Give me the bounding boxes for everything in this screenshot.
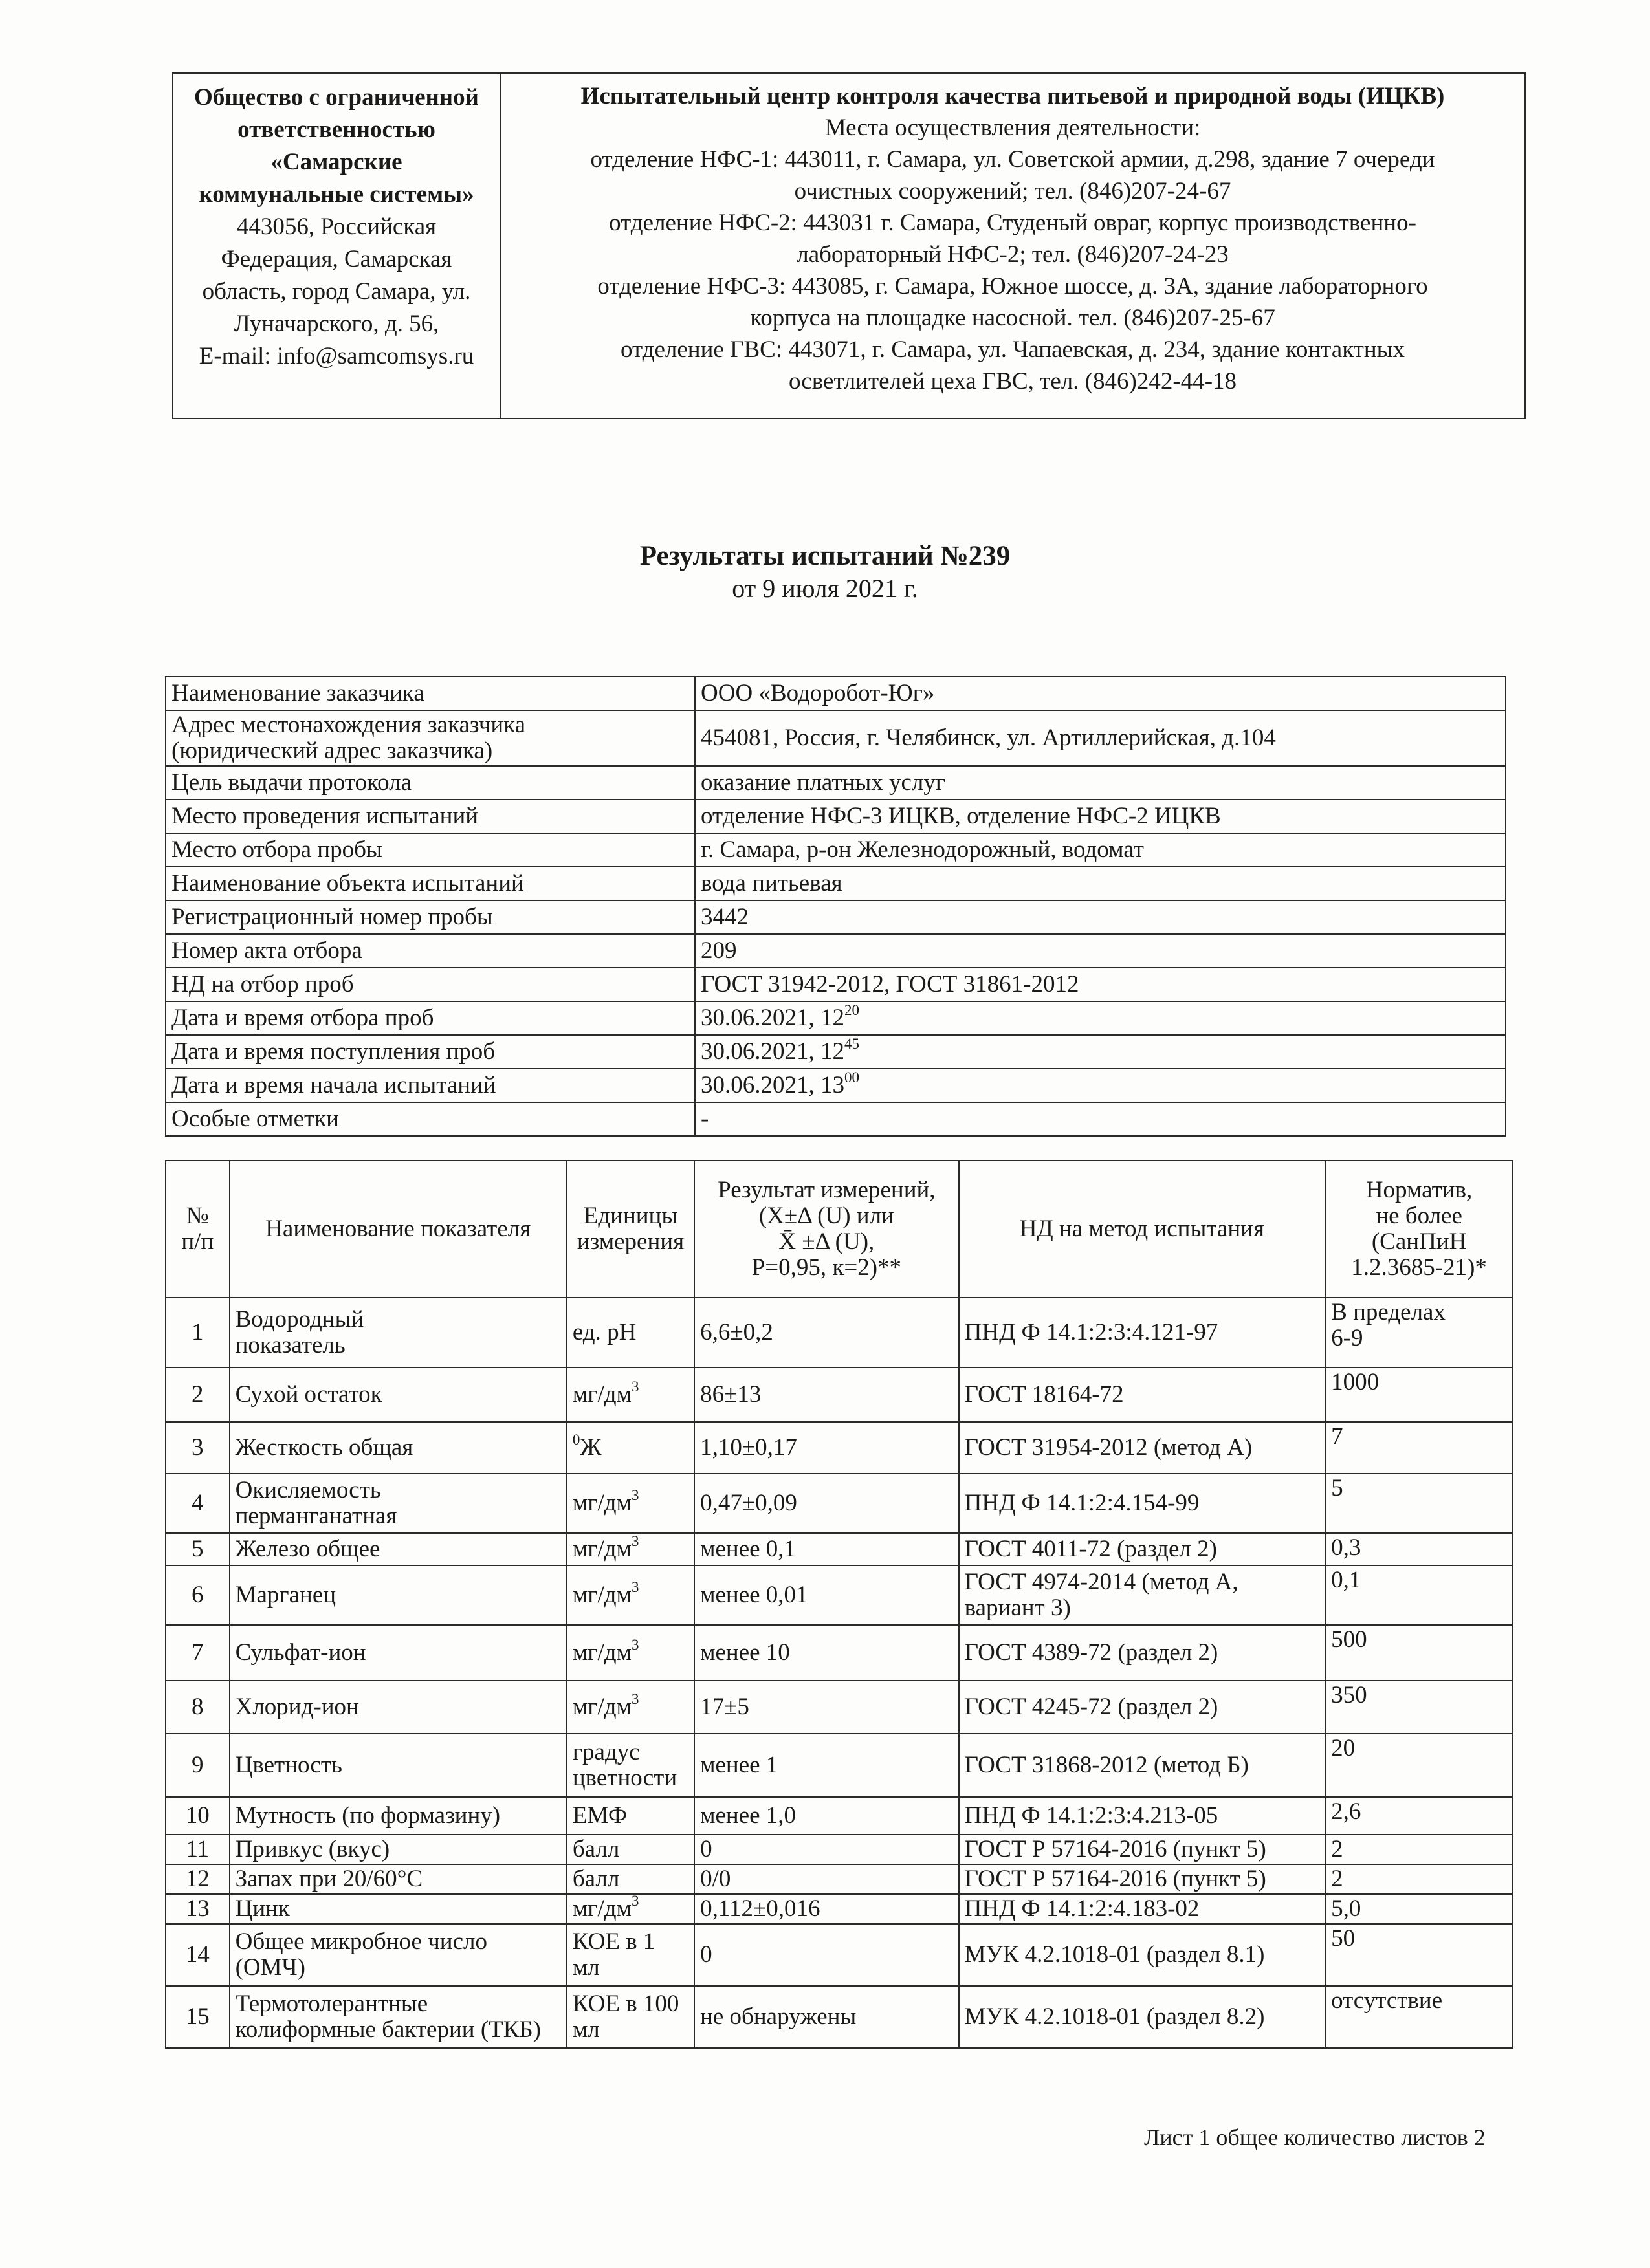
info-label: Место проведения испытаний bbox=[166, 800, 695, 833]
results-row bbox=[166, 1565, 1513, 1625]
info-value: - bbox=[701, 1106, 709, 1132]
row-number: 5 bbox=[166, 1533, 230, 1565]
info-value: вода питьевая bbox=[701, 870, 842, 897]
header-norm: Норматив, не более (СанПиН 1.2.3685-21)* bbox=[1325, 1161, 1513, 1298]
organization-line: «Самарские bbox=[270, 149, 402, 175]
page-footer: Лист 1 общее количество листов 2 bbox=[1144, 2124, 1486, 2150]
info-row bbox=[166, 1001, 1506, 1035]
method-value: МУК 4.2.1018-01 (раздел 8.1) bbox=[959, 1924, 1326, 1986]
info-value-cell bbox=[695, 1035, 1506, 1069]
info-value-cell bbox=[695, 900, 1506, 934]
norm-value: 1000 bbox=[1325, 1368, 1513, 1422]
unit-value: градус цветности bbox=[572, 1739, 677, 1791]
header-no: № п/п bbox=[166, 1161, 230, 1298]
unit-exponent: 3 bbox=[631, 1533, 639, 1549]
info-row bbox=[166, 867, 1506, 900]
result-value: менее 0,01 bbox=[694, 1565, 959, 1625]
result-value: 86±13 bbox=[694, 1368, 959, 1422]
info-label: Регистрационный номер пробы bbox=[166, 900, 695, 934]
norm-value: 2,6 bbox=[1325, 1797, 1513, 1835]
info-value-cell bbox=[695, 766, 1506, 800]
header-result: Результат измерений, (Х±Δ (U) или X̄ ±Δ (U), Р=0,95, к=2)** bbox=[694, 1161, 959, 1298]
info-label: Номер акта отбора bbox=[166, 934, 695, 968]
method-value: ГОСТ 31954-2012 (метод А) bbox=[959, 1422, 1326, 1474]
info-value: 209 bbox=[701, 937, 737, 964]
method-value: ГОСТ 4011-72 (раздел 2) bbox=[959, 1533, 1326, 1565]
info-value-time-minutes: 45 bbox=[844, 1036, 859, 1052]
results-row bbox=[166, 1298, 1513, 1368]
indicator-name: Хлорид-ион bbox=[230, 1681, 567, 1734]
results-row bbox=[166, 1797, 1513, 1835]
header-indicator-name: Наименование показателя bbox=[230, 1161, 567, 1298]
indicator-name: Цветность bbox=[230, 1734, 567, 1797]
organization-line: область, город Самара, ул. bbox=[202, 278, 471, 305]
row-number: 14 bbox=[166, 1924, 230, 1986]
indicator-name: Водородный показатель bbox=[230, 1298, 567, 1368]
row-number: 15 bbox=[166, 1986, 230, 2048]
unit-cell bbox=[567, 1368, 694, 1422]
info-label: Наименование объекта испытаний bbox=[166, 867, 695, 900]
unit-value: мг/дм bbox=[572, 1490, 632, 1516]
info-row bbox=[166, 934, 1506, 968]
row-number: 1 bbox=[166, 1298, 230, 1368]
testing-center-line: отделение ГВС: 443071, г. Самара, ул. Чапаевская, д. 234, здание контактных bbox=[620, 336, 1405, 363]
info-label: Особые отметки bbox=[166, 1102, 695, 1136]
row-number: 8 bbox=[166, 1681, 230, 1734]
unit-exponent: 3 bbox=[631, 1487, 639, 1503]
norm-value: 5,0 bbox=[1325, 1894, 1513, 1924]
unit-cell bbox=[567, 1924, 694, 1986]
info-row bbox=[166, 1035, 1506, 1069]
method-value: ГОСТ 4245-72 (раздел 2) bbox=[959, 1681, 1326, 1734]
testing-center-line: осветлителей цеха ГВС, тел. (846)242-44-18 bbox=[788, 368, 1237, 395]
method-value: ГОСТ 31868-2012 (метод Б) bbox=[959, 1734, 1326, 1797]
info-value-cell bbox=[695, 934, 1506, 968]
result-value: 0,47±0,09 bbox=[694, 1474, 959, 1533]
header-table bbox=[172, 72, 1526, 419]
unit-exponent: 3 bbox=[631, 1637, 639, 1653]
row-number: 2 bbox=[166, 1368, 230, 1422]
info-row bbox=[166, 710, 1506, 766]
norm-value: 50 bbox=[1325, 1924, 1513, 1986]
testing-center-line: Места осуществления деятельности: bbox=[824, 114, 1201, 141]
norm-value: 350 bbox=[1325, 1681, 1513, 1734]
organization-line: коммунальные системы» bbox=[199, 181, 474, 208]
unit-value: КОЕ в 100 мл bbox=[572, 1990, 679, 2043]
testing-center-line: корпуса на площадке насосной. тел. (846)207-25-67 bbox=[750, 305, 1275, 331]
unit-value: ЕМФ bbox=[572, 1802, 628, 1829]
info-label: Адрес местонахождения заказчика (юридический адрес заказчика) bbox=[166, 710, 695, 766]
unit-exponent: 3 bbox=[631, 1379, 639, 1395]
unit-cell bbox=[567, 1864, 694, 1894]
info-label: Дата и время поступления проб bbox=[166, 1035, 695, 1069]
info-value: 3442 bbox=[701, 904, 749, 930]
result-value: 0/0 bbox=[694, 1864, 959, 1894]
document-title: Результаты испытаний №239 bbox=[639, 541, 1011, 571]
testing-center-cell bbox=[500, 73, 1525, 419]
method-value: МУК 4.2.1018-01 (раздел 8.2) bbox=[959, 1986, 1326, 2048]
info-value-cell bbox=[695, 833, 1506, 867]
info-label: НД на отбор проб bbox=[166, 968, 695, 1001]
unit-value: ед. рН bbox=[572, 1319, 637, 1346]
row-number: 9 bbox=[166, 1734, 230, 1797]
testing-center-line: отделение НФС-2: 443031 г. Самара, Студеный овраг, корпус производственно- bbox=[609, 210, 1416, 236]
row-number: 10 bbox=[166, 1797, 230, 1835]
unit-cell bbox=[567, 1565, 694, 1625]
unit-exponent: 3 bbox=[631, 1579, 639, 1595]
info-label: Место отбора пробы bbox=[166, 833, 695, 867]
info-row bbox=[166, 800, 1506, 833]
info-value-cell bbox=[695, 800, 1506, 833]
unit-degree: 0 bbox=[572, 1432, 580, 1448]
result-value: 0 bbox=[694, 1924, 959, 1986]
unit-value: КОЕ в 1 мл bbox=[572, 1928, 655, 1981]
results-row bbox=[166, 1835, 1513, 1864]
results-table bbox=[165, 1160, 1513, 2049]
norm-value: 0,3 bbox=[1325, 1533, 1513, 1565]
unit-exponent: 3 bbox=[631, 1893, 639, 1909]
result-value: менее 0,1 bbox=[694, 1533, 959, 1565]
row-number: 3 bbox=[166, 1422, 230, 1474]
info-value-cell bbox=[695, 710, 1506, 766]
info-row bbox=[166, 900, 1506, 934]
organization-line: E-mail: info@samcomsys.ru bbox=[199, 343, 474, 369]
unit-cell bbox=[567, 1835, 694, 1864]
method-value: ПНД Ф 14.1:2:3:4.121-97 bbox=[959, 1298, 1326, 1368]
results-row bbox=[166, 1533, 1513, 1565]
unit-cell bbox=[567, 1734, 694, 1797]
results-row bbox=[166, 1681, 1513, 1734]
info-label: Дата и время начала испытаний bbox=[166, 1069, 695, 1102]
unit-cell bbox=[567, 1681, 694, 1734]
result-value: 0,112±0,016 bbox=[694, 1894, 959, 1924]
row-number: 6 bbox=[166, 1565, 230, 1625]
result-value: менее 1,0 bbox=[694, 1797, 959, 1835]
norm-value: 2 bbox=[1325, 1835, 1513, 1864]
method-value: ПНД Ф 14.1:2:4.183-02 bbox=[959, 1894, 1326, 1924]
info-value-time-minutes: 00 bbox=[844, 1069, 859, 1085]
indicator-name: Сухой остаток bbox=[230, 1368, 567, 1422]
info-value: ООО «Водоробот-Юг» bbox=[701, 680, 935, 706]
info-label: Наименование заказчика bbox=[166, 677, 695, 710]
row-number: 11 bbox=[166, 1835, 230, 1864]
row-number: 4 bbox=[166, 1474, 230, 1533]
unit-cell bbox=[567, 1797, 694, 1835]
unit-cell bbox=[567, 1986, 694, 2048]
testing-center-line: отделение НФС-1: 443011, г. Самара, ул. Советской армии, д.298, здание 7 очереди bbox=[590, 146, 1435, 173]
info-row bbox=[166, 968, 1506, 1001]
organization-line: Общество с ограниченной bbox=[194, 84, 479, 111]
info-row bbox=[166, 833, 1506, 867]
info-value: оказание платных услуг bbox=[701, 769, 946, 796]
info-value: 30.06.2021, 12 bbox=[701, 1038, 844, 1065]
unit-exponent: 3 bbox=[631, 1691, 639, 1707]
unit-value: мг/дм bbox=[572, 1582, 632, 1608]
results-row bbox=[166, 1864, 1513, 1894]
indicator-name: Термотолерантные колиформные бактерии (ТКБ) bbox=[230, 1986, 567, 2048]
result-value: 0 bbox=[694, 1835, 959, 1864]
info-value-cell bbox=[695, 677, 1506, 710]
unit-value: мг/дм bbox=[572, 1381, 632, 1408]
norm-value: 5 bbox=[1325, 1474, 1513, 1533]
info-row bbox=[166, 1102, 1506, 1136]
unit-cell bbox=[567, 1422, 694, 1474]
norm-value: В пределах 6-9 bbox=[1325, 1298, 1513, 1368]
method-value: ГОСТ 4389-72 (раздел 2) bbox=[959, 1625, 1326, 1681]
result-value: менее 1 bbox=[694, 1734, 959, 1797]
row-number: 12 bbox=[166, 1864, 230, 1894]
results-row bbox=[166, 1734, 1513, 1797]
testing-center-line: лабораторный НФС-2; тел. (846)207-24-23 bbox=[797, 241, 1229, 268]
indicator-name: Жесткость общая bbox=[230, 1422, 567, 1474]
info-row bbox=[166, 1069, 1506, 1102]
result-value: менее 10 bbox=[694, 1625, 959, 1681]
unit-value: мг/дм bbox=[572, 1895, 632, 1922]
info-value: отделение НФС-3 ИЦКВ, отделение НФС-2 ИЦКВ bbox=[701, 803, 1221, 829]
info-value-cell bbox=[695, 1102, 1506, 1136]
results-row bbox=[166, 1368, 1513, 1422]
indicator-name: Железо общее bbox=[230, 1533, 567, 1565]
results-header-row bbox=[166, 1161, 1513, 1298]
unit-value: мг/дм bbox=[572, 1536, 632, 1562]
unit-value: мг/дм bbox=[572, 1694, 632, 1720]
indicator-name: Цинк bbox=[230, 1894, 567, 1924]
organization-line: 443056, Российская bbox=[236, 213, 437, 240]
results-row bbox=[166, 1924, 1513, 1986]
unit-cell bbox=[567, 1298, 694, 1368]
testing-center-line: отделение НФС-3: 443085, г. Самара, Южное шоссе, д. 3А, здание лабораторного bbox=[597, 273, 1428, 300]
unit-value: Ж bbox=[580, 1434, 602, 1461]
info-row bbox=[166, 766, 1506, 800]
info-label: Цель выдачи протокола bbox=[166, 766, 695, 800]
result-value: 1,10±0,17 bbox=[694, 1422, 959, 1474]
sample-info-table bbox=[165, 676, 1506, 1137]
norm-value: 0,1 bbox=[1325, 1565, 1513, 1625]
results-row bbox=[166, 1422, 1513, 1474]
row-number: 13 bbox=[166, 1894, 230, 1924]
info-value: 454081, Россия, г. Челябинск, ул. Артиллерийская, д.104 bbox=[701, 725, 1276, 751]
testing-center-line: Испытательный центр контроля качества питьевой и природной воды (ИЦКВ) bbox=[580, 83, 1445, 109]
results-row bbox=[166, 1625, 1513, 1681]
norm-value: отсутствие bbox=[1325, 1986, 1513, 2048]
unit-value: мг/дм bbox=[572, 1639, 632, 1666]
results-row bbox=[166, 1474, 1513, 1533]
norm-value: 7 bbox=[1325, 1422, 1513, 1474]
results-row bbox=[166, 1986, 1513, 2048]
norm-value: 20 bbox=[1325, 1734, 1513, 1797]
info-value-cell bbox=[695, 867, 1506, 900]
unit-value: балл bbox=[572, 1836, 620, 1862]
method-value: ГОСТ 4974-2014 (метод А, вариант 3) bbox=[959, 1565, 1326, 1625]
info-value: ГОСТ 31942-2012, ГОСТ 31861-2012 bbox=[701, 971, 1079, 998]
norm-value: 500 bbox=[1325, 1625, 1513, 1681]
header-method: НД на метод испытания bbox=[959, 1161, 1326, 1298]
info-row bbox=[166, 677, 1506, 710]
document-date: от 9 июля 2021 г. bbox=[732, 574, 918, 603]
unit-value: балл bbox=[572, 1866, 620, 1892]
info-label: Дата и время отбора проб bbox=[166, 1001, 695, 1035]
indicator-name: Привкус (вкус) bbox=[230, 1835, 567, 1864]
unit-cell bbox=[567, 1894, 694, 1924]
method-value: ГОСТ Р 57164-2016 (пункт 5) bbox=[959, 1835, 1326, 1864]
method-value: ГОСТ Р 57164-2016 (пункт 5) bbox=[959, 1864, 1326, 1894]
indicator-name: Общее микробное число (ОМЧ) bbox=[230, 1924, 567, 1986]
organization-cell bbox=[173, 73, 500, 419]
organization-line: ответственностью bbox=[237, 116, 435, 143]
row-number: 7 bbox=[166, 1625, 230, 1681]
info-value-cell bbox=[695, 1069, 1506, 1102]
info-value: 30.06.2021, 13 bbox=[701, 1072, 844, 1098]
organization-line: Федерация, Самарская bbox=[221, 246, 452, 272]
organization-line: Луначарского, д. 56, bbox=[234, 311, 439, 337]
info-value-cell bbox=[695, 1001, 1506, 1035]
indicator-name: Марганец bbox=[230, 1565, 567, 1625]
result-value: 17±5 bbox=[694, 1681, 959, 1734]
info-value: г. Самара, р-он Железнодорожный, водомат bbox=[701, 836, 1144, 863]
indicator-name: Запах при 20/60°С bbox=[230, 1864, 567, 1894]
indicator-name: Сульфат-ион bbox=[230, 1625, 567, 1681]
result-value: 6,6±0,2 bbox=[694, 1298, 959, 1368]
result-value: не обнаружены bbox=[694, 1986, 959, 2048]
method-value: ПНД Ф 14.1:2:3:4.213-05 bbox=[959, 1797, 1326, 1835]
testing-center-line: очистных сооружений; тел. (846)207-24-67 bbox=[794, 178, 1231, 204]
info-value-cell bbox=[695, 968, 1506, 1001]
unit-cell bbox=[567, 1474, 694, 1533]
method-value: ПНД Ф 14.1:2:4.154-99 bbox=[959, 1474, 1326, 1533]
unit-cell bbox=[567, 1625, 694, 1681]
info-value: 30.06.2021, 12 bbox=[701, 1005, 844, 1031]
norm-value: 2 bbox=[1325, 1864, 1513, 1894]
unit-cell bbox=[567, 1533, 694, 1565]
method-value: ГОСТ 18164-72 bbox=[959, 1368, 1326, 1422]
info-value-time-minutes: 20 bbox=[844, 1002, 859, 1018]
indicator-name: Мутность (по формазину) bbox=[230, 1797, 567, 1835]
header-unit: Единицы измерения bbox=[567, 1161, 694, 1298]
indicator-name: Окисляемость перманганатная bbox=[230, 1474, 567, 1533]
results-row bbox=[166, 1894, 1513, 1924]
